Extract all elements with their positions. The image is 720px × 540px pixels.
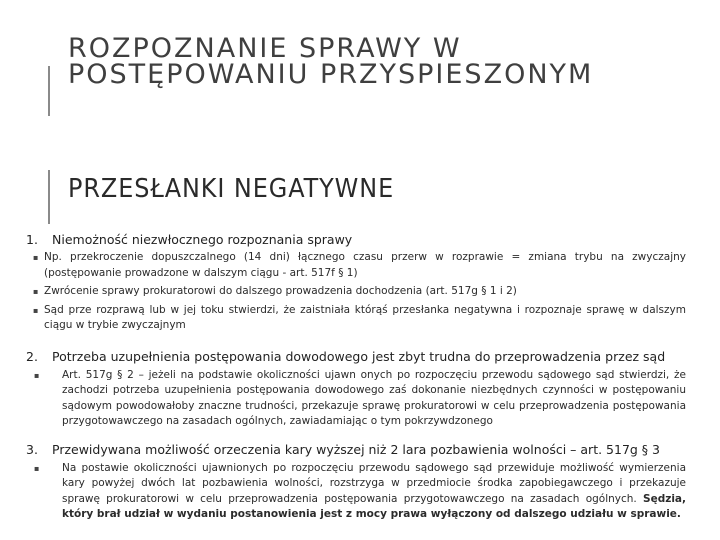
section-2-heading: [26, 349, 686, 365]
bullet-bold-text: Sędzia, który brał udział w wydaniu postanowienia jest z mocy prawa wyłączony od dalszego udziału w sprawie.: [62, 492, 686, 520]
section-1-heading: [26, 232, 686, 248]
section-3-heading: [26, 442, 686, 458]
section-number: 3.: [26, 441, 38, 457]
list-item: ▪ Sąd prze rozprawą lub w jej toku stwierdzi, że zaistniała którąś przesłanka negatywna i rozpoznaje sprawę w dalszym ciągu w trybie zwyczajnym: [26, 303, 686, 334]
section-number: 2.: [26, 348, 38, 364]
slide-title: ROZPOZNANIE SPRAWY W POSTĘPOWANIU PRZYSPIESZONYM: [68, 36, 594, 90]
bullet-text: Na postawie okoliczności ujawnionych po rozpoczęciu przewodu sądowego sąd przewiduje możliwość wymierzenia kary powyżej dwóch lat pozbawienia wolności, rozstrzyga w przedmiocie środka zapobiegawczego i przekazuje sprawę prokuratorowi w celu przeprowadzenia postępowania przygotowawczego na zasadach ogólnych.: [62, 461, 686, 505]
title-accent-bar: [48, 66, 50, 116]
section-1-bullets: [26, 250, 686, 334]
section-heading-text: Niemożność niezwłocznego rozpoznania sprawy: [52, 232, 353, 247]
subtitle-accent-bar: [48, 170, 50, 224]
content: [26, 232, 686, 523]
section-3-bullets: [26, 461, 686, 523]
section-2-bullets: [26, 368, 686, 430]
list-item: [26, 461, 686, 523]
slide-subtitle: PRZESŁANKI NEGATYWNE: [68, 174, 395, 204]
list-item: ▪ Art. 517g § 2 – jeżeli na podstawie okoliczności ujawn onych po rozpoczęciu przewodu sądowego sąd stwierdzi, że zachodzi potrzeba uzupełnienia postępowania dowodowego zaś dokonanie niezbędnych czynności w postępowaniu sądowym powodowałoby znaczne trudności, przekazuje sprawę prokuratorowi w celu przeprowadzenia postępowania przygotowawczego na zasadach ogólnych, zawiadamiając o tym pokrzywdzonego: [26, 368, 686, 430]
list-item: ▪ Zwrócenie sprawy prokuratorowi do dalszego prowadzenia dochodzenia (art. 517g § 1 i 2): [26, 284, 686, 300]
section-number: 1.: [26, 232, 38, 247]
list-item: ▪ Np. przekroczenie dopuszczalnego (14 dni) łącznego czasu przerw w rozprawie = zmiana trybu na zwyczajny (postępowanie prowadzone w dalszym ciągu - art. 517f § 1): [26, 250, 686, 281]
section-heading-text: Przewidywana możliwość orzeczenia kary wyższej niż 2 lara pozbawienia wolności – art. 517g § 3: [52, 441, 660, 457]
section-heading-text: Potrzeba uzupełnienia postępowania dowodowego jest zbyt trudna do przeprowadzenia przez sąd: [52, 348, 666, 364]
